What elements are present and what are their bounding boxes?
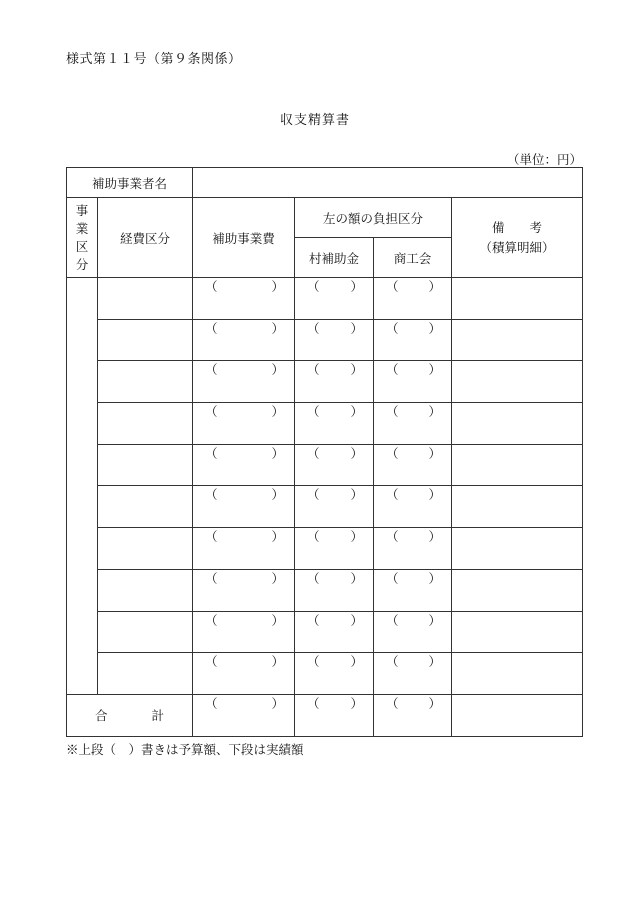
chamber-cell[interactable] [374, 319, 452, 361]
total-row [67, 694, 583, 736]
paren-close: ） [350, 529, 364, 545]
table-row [67, 361, 583, 403]
applicant-name-label: 補助事業者名 [67, 168, 193, 198]
paren-open: （ [205, 570, 218, 586]
table-row [67, 486, 583, 528]
paren-close: ） [428, 445, 442, 461]
village-subsidy-cell[interactable] [295, 528, 374, 570]
budget-parentheses [374, 653, 451, 670]
total-label [67, 694, 193, 736]
paren-close: ） [428, 320, 442, 336]
expense-category-cell[interactable] [98, 444, 193, 486]
village-subsidy-cell[interactable] [295, 403, 374, 445]
budget-parentheses [295, 403, 373, 420]
budget-parentheses [374, 612, 451, 629]
expense-category-cell[interactable] [98, 611, 193, 653]
project-cost-cell[interactable] [193, 361, 295, 403]
remarks-cell[interactable] [452, 319, 583, 361]
project-cost-cell[interactable] [193, 569, 295, 611]
paren-close: ） [271, 529, 285, 545]
village-subsidy-header: 村補助金 [295, 238, 374, 278]
budget-parentheses [374, 445, 451, 462]
total-remarks-cell[interactable] [452, 694, 583, 736]
budget-parentheses [295, 361, 373, 378]
budget-parentheses [295, 570, 373, 587]
project-cost-cell[interactable] [193, 403, 295, 445]
remarks-header [452, 198, 583, 278]
village-subsidy-cell[interactable] [295, 486, 374, 528]
village-subsidy-cell[interactable] [295, 569, 374, 611]
paren-open: （ [386, 695, 399, 711]
chamber-cell[interactable] [374, 444, 452, 486]
budget-parentheses [374, 403, 451, 420]
remarks-cell[interactable] [452, 611, 583, 653]
project-cost-cell[interactable] [193, 528, 295, 570]
footnote: ※上段（ ）書きは予算額、下段は実績額 [66, 742, 304, 757]
budget-parentheses [295, 695, 373, 712]
budget-parentheses [193, 486, 294, 503]
chamber-cell[interactable] [374, 403, 452, 445]
paren-close: ） [428, 529, 442, 545]
table-row [67, 528, 583, 570]
remarks-cell[interactable] [452, 278, 583, 320]
chamber-cell[interactable] [374, 528, 452, 570]
total-village-subsidy-cell[interactable] [295, 694, 374, 736]
paren-close: ） [428, 570, 442, 586]
budget-parentheses [295, 528, 373, 545]
budget-parentheses [374, 486, 451, 503]
project-category-char: 業 [75, 220, 89, 236]
paren-close: ） [271, 487, 285, 503]
paren-open: （ [386, 529, 399, 545]
paren-open: （ [205, 404, 218, 420]
project-category-char: 区 [75, 238, 89, 254]
paren-close: ） [271, 612, 285, 628]
paren-open: （ [307, 362, 320, 378]
paren-open: （ [205, 320, 218, 336]
paren-open: （ [205, 695, 218, 711]
expense-category-header: 経費区分 [98, 198, 193, 278]
paren-close: ） [271, 279, 285, 294]
total-chamber-cell[interactable] [374, 694, 452, 736]
expense-category-cell[interactable] [98, 361, 193, 403]
village-subsidy-cell[interactable] [295, 319, 374, 361]
paren-close: ） [350, 612, 364, 628]
paren-close: ） [350, 404, 364, 420]
table-row [67, 319, 583, 361]
expense-category-cell[interactable] [98, 528, 193, 570]
village-subsidy-cell[interactable] [295, 444, 374, 486]
paren-close: ） [428, 362, 442, 378]
paren-close: ） [350, 570, 364, 586]
paren-open: （ [205, 279, 218, 294]
paren-open: （ [386, 320, 399, 336]
paren-open: （ [307, 612, 320, 628]
paren-close: ） [350, 445, 364, 461]
paren-close: ） [271, 570, 285, 586]
table-row [67, 444, 583, 486]
budget-parentheses [193, 445, 294, 462]
paren-open: （ [205, 487, 218, 503]
budget-parentheses [193, 570, 294, 587]
total-project-cost-cell[interactable] [193, 694, 295, 736]
project-cost-cell[interactable] [193, 319, 295, 361]
budget-parentheses [295, 320, 373, 337]
paren-open: （ [386, 612, 399, 628]
budget-parentheses [295, 278, 373, 295]
village-subsidy-cell[interactable] [295, 278, 374, 320]
paren-open: （ [386, 654, 399, 670]
budget-parentheses [193, 278, 294, 295]
budget-parentheses [374, 361, 451, 378]
paren-close: ） [271, 654, 285, 670]
paren-close: ） [350, 320, 364, 336]
remarks-cell[interactable] [452, 528, 583, 570]
remarks-cell[interactable] [452, 653, 583, 695]
paren-open: （ [307, 487, 320, 503]
budget-parentheses [193, 361, 294, 378]
project-cost-cell[interactable] [193, 611, 295, 653]
budget-parentheses [193, 695, 294, 712]
paren-open: （ [205, 654, 218, 670]
chamber-cell[interactable] [374, 486, 452, 528]
expense-category-cell[interactable] [98, 653, 193, 695]
paren-open: （ [205, 529, 218, 545]
project-category-header [67, 198, 98, 278]
village-subsidy-cell[interactable] [295, 653, 374, 695]
project-cost-cell[interactable] [193, 486, 295, 528]
expense-category-cell[interactable] [98, 278, 193, 320]
paren-open: （ [307, 695, 320, 711]
expense-category-cell[interactable] [98, 403, 193, 445]
budget-parentheses [374, 528, 451, 545]
paren-close: ） [428, 487, 442, 503]
paren-close: ） [428, 612, 442, 628]
chamber-cell[interactable] [374, 278, 452, 320]
paren-close: ） [271, 404, 285, 420]
form-number: 様式第１１号（第９条関係） [66, 52, 242, 67]
burden-division-header: 左の額の負担区分 [295, 198, 452, 238]
budget-parentheses [193, 320, 294, 337]
remarks-cell[interactable] [452, 403, 583, 445]
expense-category-cell[interactable] [98, 569, 193, 611]
table-row [67, 278, 583, 320]
paren-open: （ [307, 404, 320, 420]
budget-parentheses [374, 278, 451, 295]
total-char: 合 [94, 708, 108, 724]
table-row [67, 653, 583, 695]
paren-open: （ [307, 445, 320, 461]
paren-open: （ [386, 404, 399, 420]
paren-open: （ [205, 445, 218, 461]
paren-close: ） [271, 445, 285, 461]
remarks-cell[interactable] [452, 361, 583, 403]
paren-close: ） [350, 695, 364, 711]
table-row [67, 403, 583, 445]
village-subsidy-cell[interactable] [295, 611, 374, 653]
remarks-subtitle: （積算明細） [479, 239, 555, 255]
project-category-cell[interactable] [67, 278, 98, 695]
expense-category-cell[interactable] [98, 486, 193, 528]
paren-close: ） [350, 487, 364, 503]
paren-close: ） [428, 695, 442, 711]
paren-open: （ [307, 320, 320, 336]
table-row [67, 611, 583, 653]
paren-close: ） [350, 362, 364, 378]
settlement-table [66, 167, 583, 737]
document-title: 収支精算書 [279, 113, 350, 128]
budget-parentheses [295, 445, 373, 462]
paren-open: （ [307, 279, 320, 294]
budget-parentheses [374, 320, 451, 337]
project-cost-cell[interactable] [193, 444, 295, 486]
paren-close: ） [271, 362, 285, 378]
village-subsidy-cell[interactable] [295, 361, 374, 403]
chamber-cell[interactable] [374, 361, 452, 403]
budget-parentheses [193, 528, 294, 545]
paren-open: （ [307, 570, 320, 586]
project-cost-cell[interactable] [193, 278, 295, 320]
budget-parentheses [374, 695, 451, 712]
budget-parentheses [374, 570, 451, 587]
paren-close: ） [428, 654, 442, 670]
paren-open: （ [205, 612, 218, 628]
total-char: 計 [151, 708, 165, 724]
paren-close: ） [428, 404, 442, 420]
budget-parentheses [295, 612, 373, 629]
applicant-name-field[interactable] [193, 168, 583, 198]
paren-open: （ [307, 529, 320, 545]
unit-label: （単位：円） [506, 152, 582, 167]
remarks-cell[interactable] [452, 486, 583, 528]
project-category-char: 分 [75, 256, 89, 272]
chamber-cell[interactable] [374, 611, 452, 653]
paren-open: （ [386, 487, 399, 503]
paren-open: （ [307, 654, 320, 670]
paren-open: （ [205, 362, 218, 378]
paren-open: （ [386, 570, 399, 586]
expense-category-cell[interactable] [98, 319, 193, 361]
remarks-title: 備 考 [492, 219, 543, 235]
budget-parentheses [193, 653, 294, 670]
paren-close: ） [271, 320, 285, 336]
paren-close: ） [350, 279, 364, 294]
remarks-cell[interactable] [452, 444, 583, 486]
project-cost-cell[interactable] [193, 653, 295, 695]
paren-close: ） [350, 654, 364, 670]
paren-open: （ [386, 445, 399, 461]
paren-close: ） [428, 279, 442, 294]
remarks-cell[interactable] [452, 569, 583, 611]
budget-parentheses [193, 403, 294, 420]
project-category-char: 事 [75, 202, 89, 218]
budget-parentheses [193, 612, 294, 629]
budget-parentheses [295, 486, 373, 503]
paren-open: （ [386, 279, 399, 294]
budget-parentheses [295, 653, 373, 670]
paren-close: ） [271, 695, 285, 711]
project-cost-header: 補助事業費 [193, 198, 295, 278]
chamber-header: 商工会 [374, 238, 452, 278]
chamber-cell[interactable] [374, 653, 452, 695]
chamber-cell[interactable] [374, 569, 452, 611]
table-row [67, 569, 583, 611]
paren-open: （ [386, 362, 399, 378]
